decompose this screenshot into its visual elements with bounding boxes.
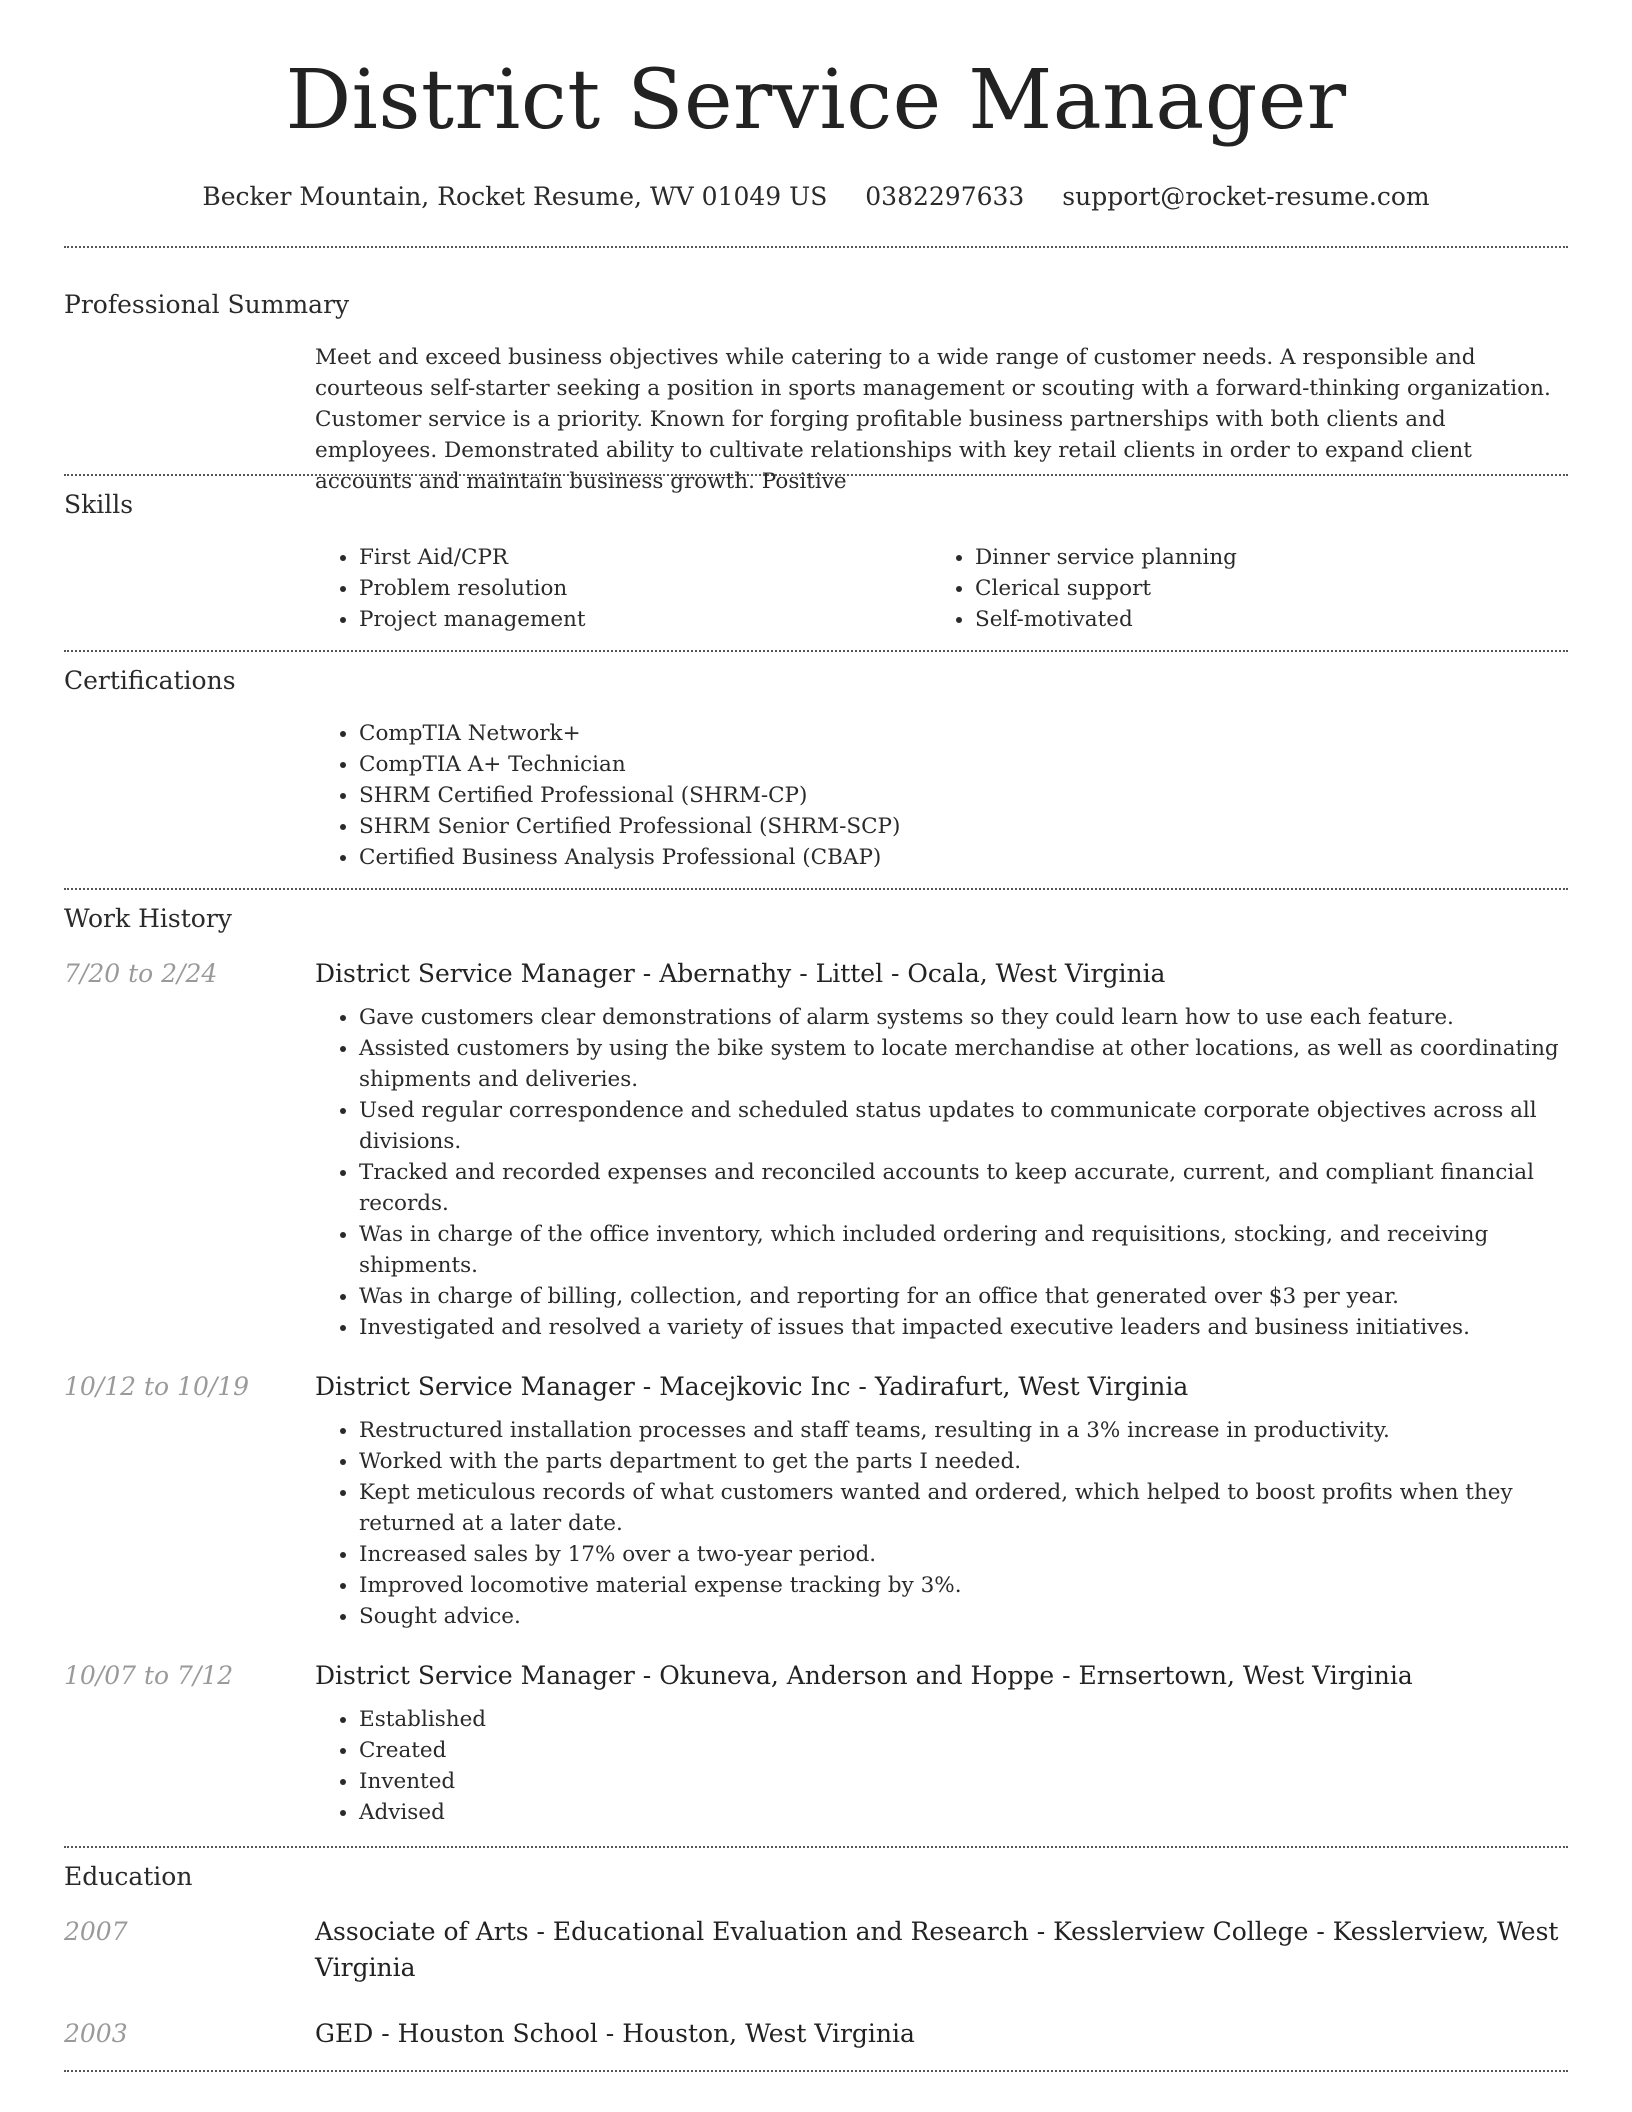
education-date: 2007 <box>64 1917 128 1946</box>
job-bullet: • Was in charge of the office inventory, which included ordering and requisitions, stocking, and receiving shipments. <box>359 1219 1568 1281</box>
education-date: 2003 <box>64 2019 128 2048</box>
job-title: District Service Manager - Okuneva, Anderson and Hoppe - Ernsertown, West Virginia <box>315 1661 1413 1690</box>
job-title: District Service Manager - Abernathy - Littel - Ocala, West Virginia <box>315 959 1166 988</box>
job-bullet: • Gave customers clear demonstrations of alarm systems so they could learn how to use each feature. <box>359 1002 1568 1033</box>
job-title: District Service Manager - Macejkovic Inc - Yadirafurt, West Virginia <box>315 1372 1189 1401</box>
skill-item: • Self-motivated <box>975 604 1547 635</box>
job-bullet: • Created <box>359 1735 1568 1766</box>
education-entry <box>64 1914 1568 1986</box>
job-bullet: • Restructured installation processes and staff teams, resulting in a 3% increase in productivity. <box>359 1415 1568 1446</box>
contact-line <box>64 182 1568 212</box>
job-entry <box>64 1369 1568 1632</box>
education-title: Associate of Arts - Educational Evaluation and Research - Kesslerview College - Kesslerview, West Virginia <box>315 1917 1559 1982</box>
skills-heading: Skills <box>64 490 134 519</box>
contact-phone: 0382297633 <box>865 182 1025 211</box>
certification-item: • Certified Business Analysis Professional (CBAP) <box>359 842 1568 873</box>
education-title: GED - Houston School - Houston, West Virginia <box>315 2019 915 2048</box>
job-bullets <box>315 1704 1568 1828</box>
skills-grid <box>315 542 1568 635</box>
job-bullet: • Kept meticulous records of what customers wanted and ordered, which helped to boost profits when they returned at a later date. <box>359 1477 1568 1539</box>
job-bullet: • Increased sales by 17% over a two-year period. <box>359 1539 1568 1570</box>
certification-item: • SHRM Certified Professional (SHRM-CP) <box>359 780 1568 811</box>
section-divider <box>64 888 1568 890</box>
education-entry <box>64 2016 1568 2052</box>
certification-item: • CompTIA Network+ <box>359 718 1568 749</box>
education-section <box>64 1862 1568 2052</box>
work-history-heading: Work History <box>64 904 232 933</box>
skill-item: • Clerical support <box>975 573 1547 604</box>
skills-list-left <box>315 542 931 635</box>
resume-name: District Service Manager <box>285 53 1347 148</box>
certifications-list <box>315 718 1568 873</box>
skill-item: • First Aid/CPR <box>359 542 931 573</box>
skill-item: • Dinner service planning <box>975 542 1547 573</box>
job-date: 10/07 to 7/12 <box>64 1661 234 1690</box>
certification-item: • SHRM Senior Certified Professional (SHRM-SCP) <box>359 811 1568 842</box>
work-history-section <box>64 904 1568 1828</box>
skill-item: • Project management <box>359 604 931 635</box>
section-divider <box>64 650 1568 652</box>
summary-heading: Professional Summary <box>64 290 350 319</box>
job-date: 10/12 to 10/19 <box>64 1372 250 1401</box>
section-divider <box>64 2070 1568 2072</box>
job-bullet: • Used regular correspondence and scheduled status updates to communicate corporate objectives across all divisions. <box>359 1095 1568 1157</box>
job-bullet: • Invented <box>359 1766 1568 1797</box>
job-bullet: • Established <box>359 1704 1568 1735</box>
education-heading: Education <box>64 1862 193 1891</box>
job-bullet: • Was in charge of billing, collection, and reporting for an office that generated over $3 per year. <box>359 1281 1568 1312</box>
job-bullet: • Advised <box>359 1797 1568 1828</box>
job-bullets <box>315 1415 1568 1632</box>
job-bullet: • Investigated and resolved a variety of issues that impacted executive leaders and business initiatives. <box>359 1312 1568 1343</box>
skills-section <box>64 490 1568 635</box>
certifications-section <box>64 666 1568 873</box>
job-bullet: • Assisted customers by using the bike system to locate merchandise at other locations, as well as coordinating shipments and deliveries. <box>359 1033 1568 1095</box>
job-bullet: • Sought advice. <box>359 1601 1568 1632</box>
skills-list-right <box>931 542 1547 635</box>
certification-item: • CompTIA A+ Technician <box>359 749 1568 780</box>
certifications-heading: Certifications <box>64 666 236 695</box>
job-bullet: • Improved locomotive material expense tracking by 3%. <box>359 1570 1568 1601</box>
job-date: 7/20 to 2/24 <box>64 959 218 988</box>
job-bullet: • Worked with the parts department to get the parts I needed. <box>359 1446 1568 1477</box>
job-entry <box>64 956 1568 1343</box>
job-bullets <box>315 1002 1568 1343</box>
job-entry <box>64 1658 1568 1828</box>
summary-section <box>64 290 1568 494</box>
job-bullet: • Tracked and recorded expenses and reconciled accounts to keep accurate, current, and compliant financial records. <box>359 1157 1568 1219</box>
contact-email: support@rocket-resume.com <box>1062 182 1430 211</box>
contact-address: Becker Mountain, Rocket Resume, WV 01049 US <box>202 182 828 211</box>
section-divider <box>64 1846 1568 1848</box>
skill-item: • Problem resolution <box>359 573 931 604</box>
summary-text: Meet and exceed business objectives while catering to a wide range of customer needs. A responsible and courteous self-starter seeking a position in sports management or scouting with a forward-thinking organization. Customer service is a priority. Known for forging profitable business partnerships with both clients and employees. Demonstrated ability to cultivate relationships with key retail clients in order to expand client accounts and maintain business growth. Positive <box>315 345 1551 494</box>
section-divider <box>64 246 1568 248</box>
